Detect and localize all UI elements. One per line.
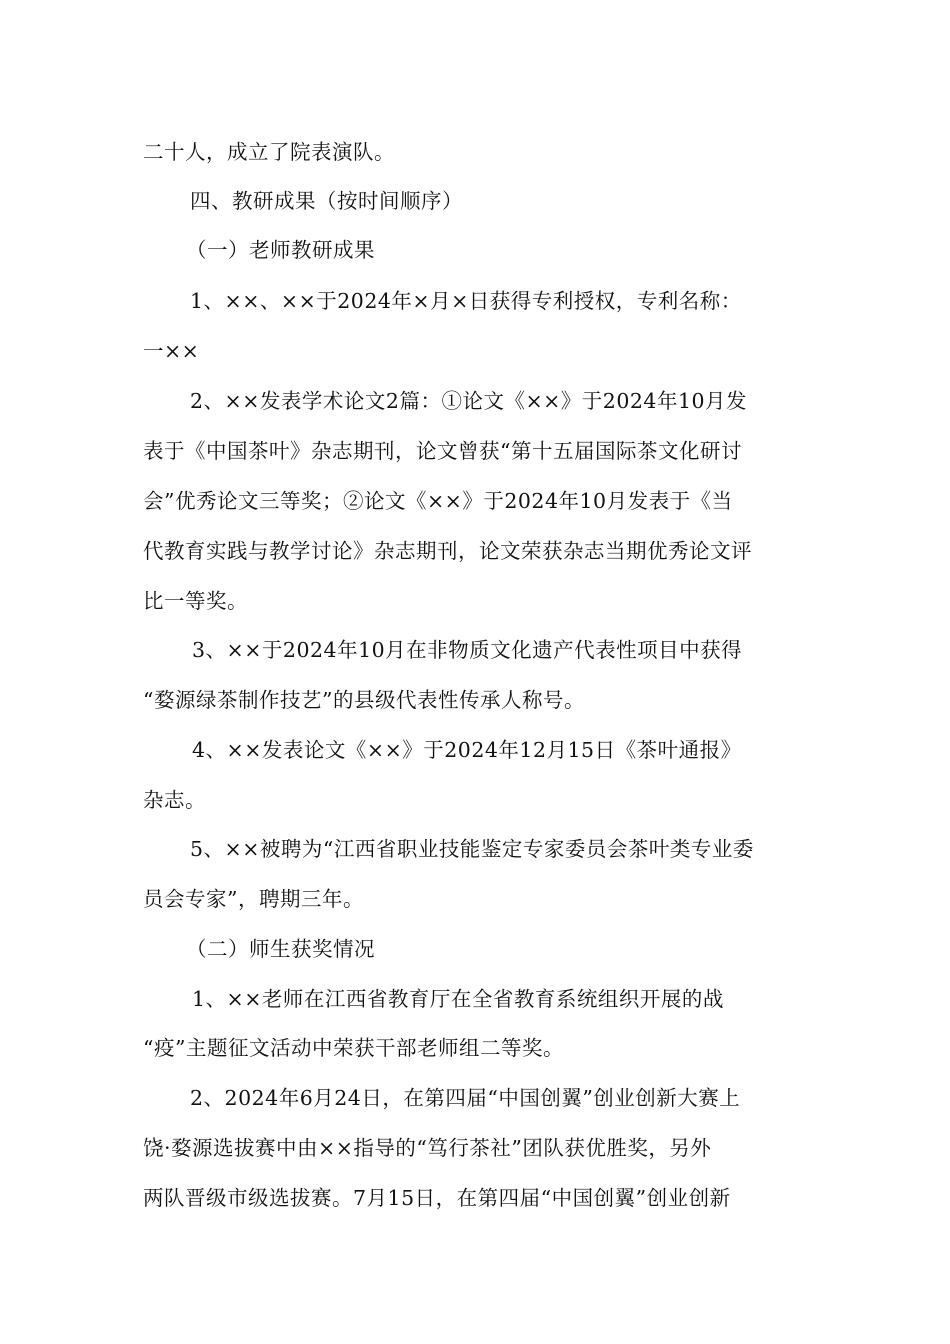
text-line: 1、××、××于2024年×月×日获得专利授权，专利名称： — [190, 289, 742, 313]
text-line: 员会专家”，聘期三年。 — [143, 887, 364, 911]
text-line: 会”优秀论文三等奖；②论文《××》于2024年10月发表于《当 — [143, 489, 733, 513]
text-line: 杂志。 — [143, 788, 206, 812]
subsection-heading: （二）师生获奖情况 — [186, 937, 375, 961]
text-line: 5、××被聘为“江西省职业技能鉴定专家委员会茶叶类专业委 — [190, 837, 754, 861]
text-line: 二十人，成立了院表演队。 — [143, 140, 395, 164]
text-line: 代教育实践与教学讨论》杂志期刊，论文荣获杂志当期优秀论文评 — [143, 539, 752, 563]
text-line: “疫”主题征文活动中荣获干部老师组二等奖。 — [143, 1036, 564, 1060]
text-line: 2、××发表学术论文2篇：①论文《××》于2024年10月发 — [190, 389, 748, 413]
text-line: 4、××发表论文《××》于2024年12月15日《茶叶通报》 — [192, 738, 742, 762]
text-line: 比一等奖。 — [143, 589, 248, 613]
text-line: 3、××于2024年10月在非物质文化遗产代表性项目中获得 — [192, 638, 743, 662]
text-line: 2、2024年6月24日，在第四届“中国创翼”创业创新大赛上 — [190, 1086, 741, 1110]
subsection-heading: （一）老师教研成果 — [186, 238, 375, 262]
text-line: 饶·婺源选拔赛中由××指导的“笃行茶社”团队获优胜奖，另外 — [143, 1136, 712, 1160]
text-line: 一×× — [143, 339, 200, 363]
text-line: “婺源绿茶制作技艺”的县级代表性传承人称号。 — [143, 688, 585, 712]
text-line: 两队晋级市级选拔赛。7月15日，在第四届“中国创翼”创业创新 — [143, 1186, 731, 1210]
section-heading: 四、教研成果（按时间顺序） — [190, 189, 463, 213]
text-line: 表于《中国茶叶》杂志期刊，论文曾获“第十五届国际茶文化研讨 — [143, 439, 742, 463]
text-line: 1、××老师在江西省教育厅在全省教育系统组织开展的战 — [192, 987, 724, 1011]
